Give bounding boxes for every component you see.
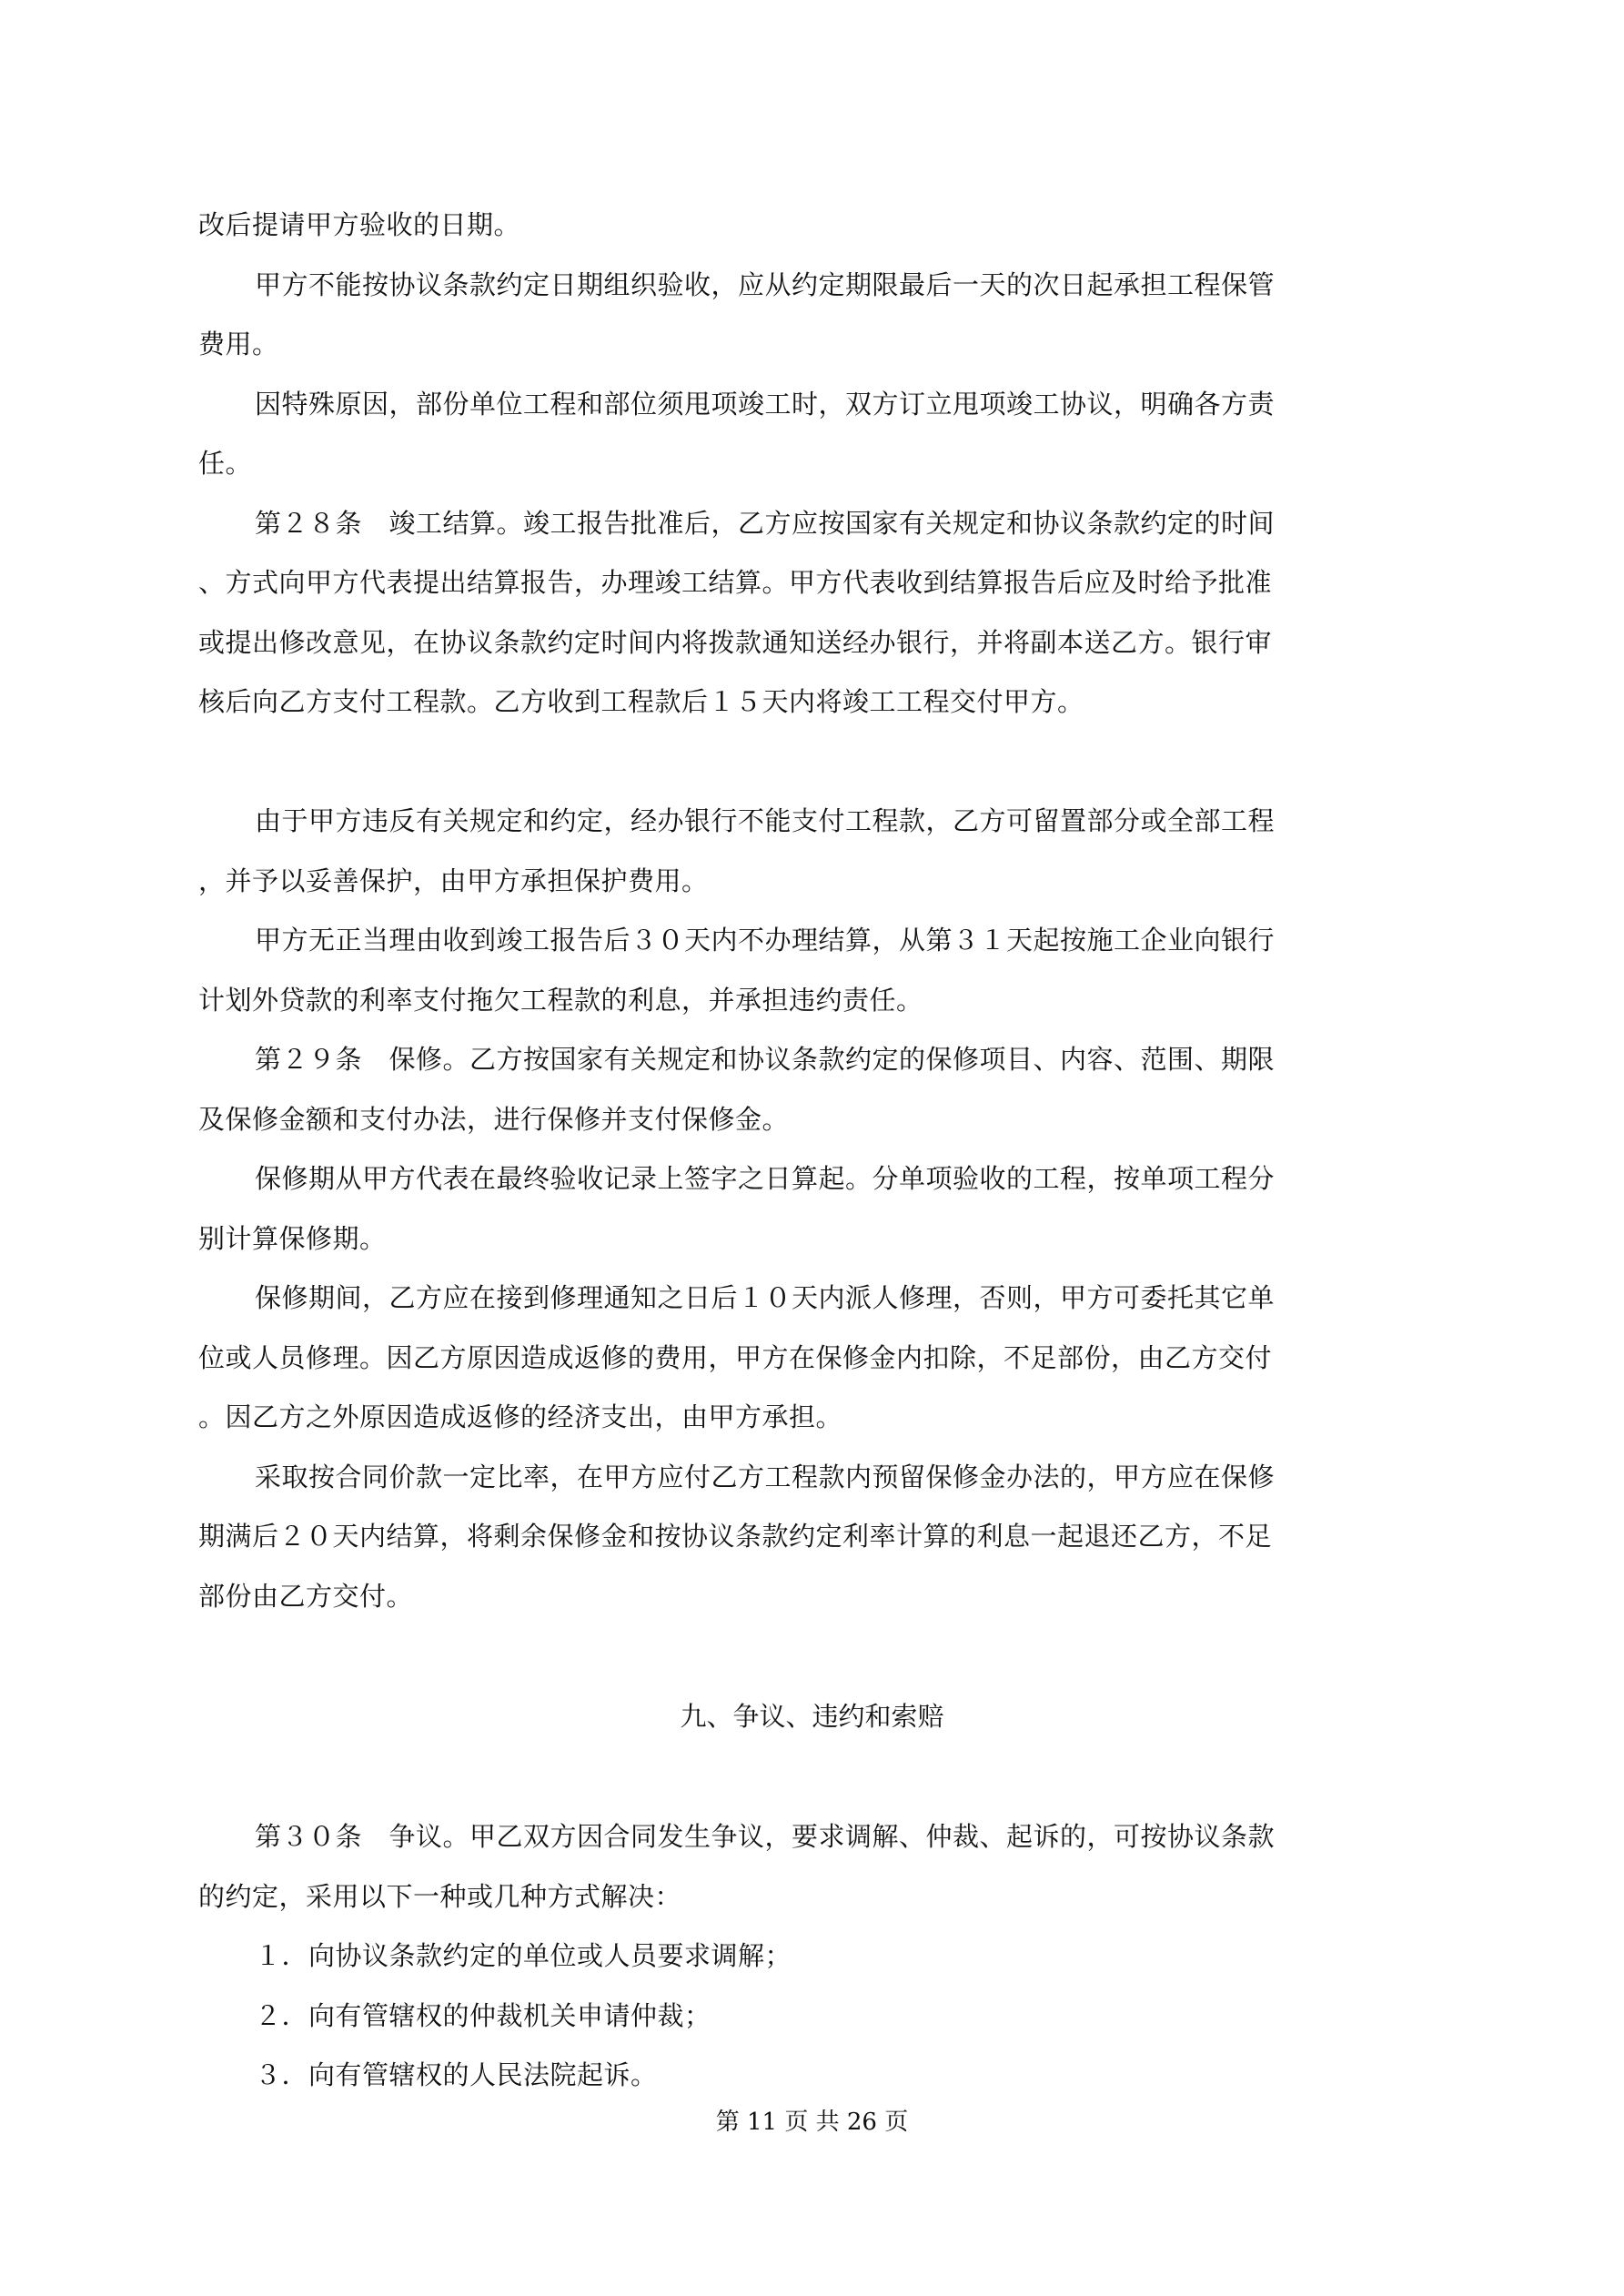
list-item: ２．向有管辖权的仲裁机关申请仲裁；	[255, 2000, 711, 2031]
text-line: 费用。	[198, 329, 279, 359]
text-line: 保修期从甲方代表在最终验收记录上签字之日算起。分单项验收的工程，按单项工程分	[255, 1163, 1276, 1194]
list-item: １．向协议条款约定的单位或人员要求调解；	[255, 1940, 792, 1971]
text-line: 或提出修改意见，在协议条款约定时间内将拨款通知送经办银行，并将副本送乙方。银行审	[198, 627, 1273, 658]
text-line: 期满后２０天内结算，将剩余保修金和按协议条款约定利率计算的利息一起退还乙方，不足	[198, 1521, 1273, 1552]
text-line: 部份由乙方交付。	[198, 1581, 414, 1612]
text-line: 、方式向甲方代表提出结算报告，办理竣工结算。甲方代表收到结算报告后应及时给予批准	[198, 567, 1273, 598]
text-line: 的约定，采用以下一种或几种方式解决：	[198, 1881, 682, 1912]
text-line: 甲方不能按协议条款约定日期组织验收，应从约定期限最后一天的次日起承担工程保管	[255, 269, 1276, 300]
text-line: 位或人员修理。因乙方原因造成返修的费用，甲方在保修金内扣除，不足部份，由乙方交付	[198, 1342, 1273, 1373]
text-line: 别计算保修期。	[198, 1223, 387, 1254]
page-footer: 第 11 页 共 26 页	[715, 2109, 909, 2136]
text-line: 。因乙方之外原因造成返修的经济支出，由甲方承担。	[198, 1401, 843, 1432]
text-line: 由于甲方违反有关规定和约定，经办银行不能支付工程款，乙方可留置部分或全部工程	[255, 805, 1276, 836]
text-line: 任。	[198, 448, 253, 479]
text-line: 因特殊原因，部份单位工程和部位须甩项竣工时，双方订立甩项竣工协议，明确各方责	[255, 389, 1276, 420]
text-line: 核后向乙方支付工程款。乙方收到工程款后１５天内将竣工工程交付甲方。	[198, 686, 1084, 717]
list-item: ３．向有管辖权的人民法院起诉。	[255, 2059, 658, 2090]
text-line: 第２８条 竣工结算。竣工报告批准后，乙方应按国家有关规定和协议条款约定的时间	[255, 508, 1276, 539]
text-line: 保修期间，乙方应在接到修理通知之日后１０天内派人修理，否则，甲方可委托其它单	[255, 1282, 1276, 1313]
text-line: 甲方无正当理由收到竣工报告后３０天内不办理结算，从第３１天起按施工企业向银行	[255, 925, 1276, 956]
text-line: 采取按合同价款一定比率，在甲方应付乙方工程款内预留保修金办法的，甲方应在保修	[255, 1462, 1276, 1492]
text-line: 改后提请甲方验收的日期。	[198, 209, 521, 240]
text-line: ，并予以妥善保护，由甲方承担保护费用。	[198, 865, 709, 896]
text-line: 第３０条 争议。甲乙双方因合同发生争议，要求调解、仲裁、起诉的，可按协议条款	[255, 1821, 1276, 1852]
text-line: 及保修金额和支付办法，进行保修并支付保修金。	[198, 1104, 790, 1135]
text-line: 第２９条 保修。乙方按国家有关规定和协议条款约定的保修项目、内容、范围、期限	[255, 1044, 1276, 1075]
text-line: 计划外贷款的利率支付拖欠工程款的利息，并承担违约责任。	[198, 985, 923, 1016]
section-heading: 九、争议、违约和索赔	[680, 1701, 944, 1732]
